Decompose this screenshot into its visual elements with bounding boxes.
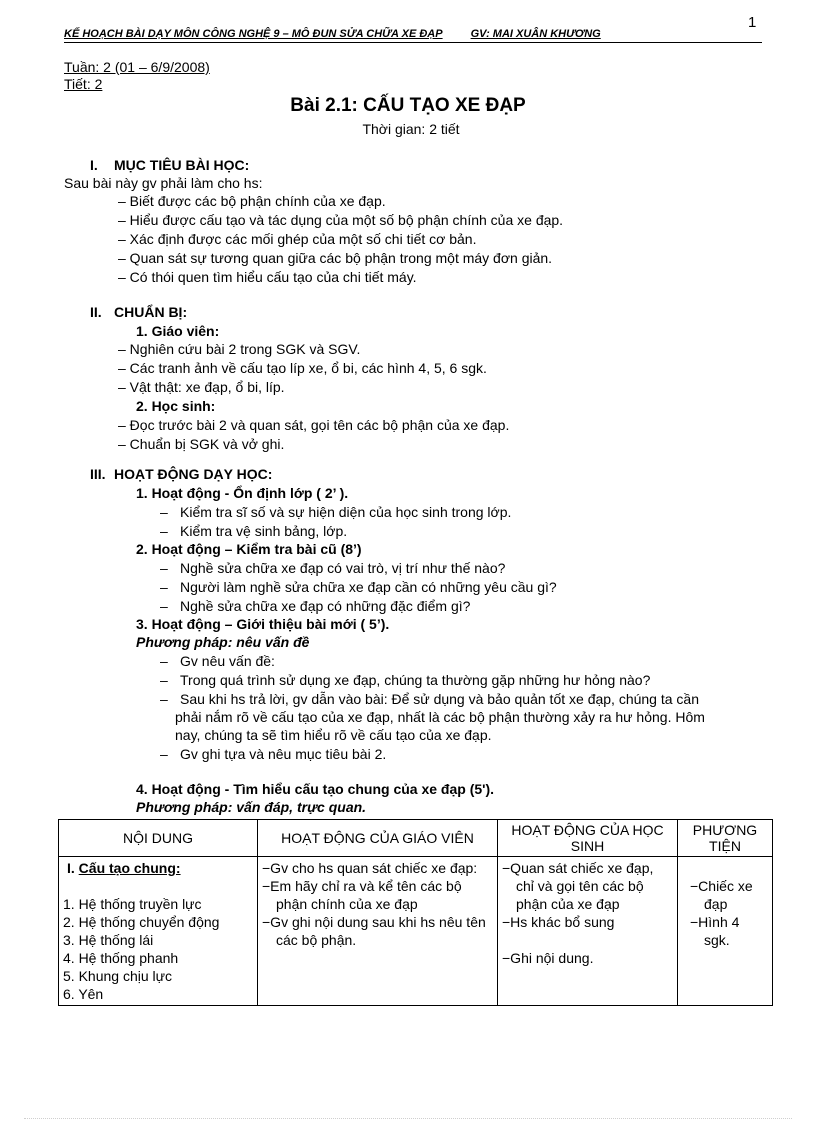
lesson-title: Bài 2.1: CẤU TẠO XE ĐẠP [290, 95, 526, 116]
teacher-prep-item: – Các tranh ảnh về cấu tạo líp xe, ổ bi, các hình 4, 5, 6 sgk. [118, 360, 487, 376]
list-item: −Ghi nội dung. [502, 950, 594, 966]
section-objectives-heading [90, 157, 249, 173]
section-title: HOẠT ĐỘNG DẠY HỌC: [114, 466, 273, 482]
header-media: PHƯƠNG TIỆN [678, 820, 773, 857]
activity-2-item: – Người làm nghề sửa chữa xe đạp cần có những yêu cầu gì? [160, 579, 557, 595]
objectives-intro: Sau bài này gv phải làm cho hs: [64, 175, 263, 191]
activity-3-item-continuation: nay, chúng ta sẽ tìm hiểu rõ về cấu tạo của xe đạp. [175, 727, 492, 743]
media-cell [678, 857, 773, 1006]
list-item: −Hs khác bổ sung [502, 914, 615, 930]
objective-item: – Có thói quen tìm hiểu cấu tạo của chi tiết máy. [118, 269, 417, 285]
activity-4-heading: 4. Hoạt động - Tìm hiểu cấu tạo chung của xe đạp (5'). [136, 781, 495, 797]
list-item: −Hình 4 sgk. [690, 914, 740, 948]
student-prep-item: – Chuẩn bị SGK và vở ghi. [118, 436, 285, 452]
activity-1-item: – Kiểm tra vệ sinh bảng, lớp. [160, 523, 348, 539]
objective-item: – Biết được các bộ phận chính của xe đạp. [118, 193, 386, 209]
list-item: 3. Hệ thống lái [63, 932, 154, 948]
section-activities-heading [90, 466, 272, 482]
activity-2-item: – Nghề sửa chữa xe đạp có những đặc điểm gì? [160, 598, 471, 614]
list-item: −Gv cho hs quan sát chiếc xe đạp: [262, 860, 478, 876]
section-number: I. [90, 157, 98, 173]
teacher-activity-cell [258, 857, 498, 1006]
list-item: 4. Hệ thống phanh [63, 950, 179, 966]
header-teacher: GV: MAI XUÂN KHƯƠNG [470, 28, 601, 40]
table-header-row [59, 820, 773, 857]
teacher-prep-item: – Nghiên cứu bài 2 trong SGK và SGV. [118, 341, 361, 357]
activity-2-heading: 2. Hoạt động – Kiểm tra bài cũ (8’) [136, 541, 362, 557]
teacher-prep-heading: 1. Giáo viên: [136, 323, 220, 339]
header-plan: KẾ HOẠCH BÀI DẠY MÔN CÔNG NGHỆ 9 – MÔ ĐUN SỬA CHỮA XE ĐẠP [64, 28, 443, 40]
section-number: III. [90, 466, 106, 482]
list-item: −Gv ghi nội dung sau khi hs nêu tên các bộ phận. [262, 914, 486, 948]
week-label: Tuần: 2 (01 – 6/9/2008) [64, 59, 210, 75]
activity-4-method: Phương pháp: vấn đáp, trực quan. [136, 799, 367, 815]
activity-3-method: Phương pháp: nêu vấn đề [136, 634, 310, 650]
section-title: MỤC TIÊU BÀI HỌC: [114, 157, 250, 173]
activity-3-item: – Sau khi hs trả lời, gv dẫn vào bài: Để sử dụng và bảo quản tốt xe đạp, chúng ta cần [160, 691, 699, 707]
header-teacher-activity: HOẠT ĐỘNG CỦA GIÁO VIÊN [258, 820, 498, 857]
section-preparation-heading [90, 304, 187, 320]
activity-3-item-continuation: phải nắm rõ về cấu tạo của xe đạp, nhất là các bộ phận thường xảy ra hư hỏng. Hôm [175, 709, 705, 725]
content-title: I. Cấu tạo chung: [67, 860, 181, 876]
activity-1-item: – Kiểm tra sĩ số và sự hiện diện của học sinh trong lớp. [160, 504, 512, 520]
student-prep-item: – Đọc trước bài 2 và quan sát, gọi tên các bộ phận của xe đạp. [118, 417, 510, 433]
list-item: 2. Hệ thống chuyển động [63, 914, 220, 930]
student-prep-heading: 2. Học sinh: [136, 398, 216, 414]
activity-3-heading: 3. Hoạt động – Giới thiệu bài mới ( 5’). [136, 616, 390, 632]
running-header [64, 28, 762, 43]
list-item: −Em hãy chỉ ra và kể tên các bộ phận chính của xe đạp [262, 878, 462, 912]
student-activity-cell [498, 857, 678, 1006]
activity-3-item: – Gv nêu vấn đề: [160, 653, 275, 669]
list-item: 6. Yên [63, 986, 104, 1002]
section-title: CHUẨN BỊ: [114, 304, 188, 320]
objective-item: – Hiểu được cấu tạo và tác dụng của một số bộ phận chính của xe đạp. [118, 212, 564, 228]
list-item: −Quan sát chiếc xe đạp, chỉ và gọi tên các bộ phận của xe đạp [502, 860, 654, 912]
list-item: 1. Hệ thống truyền lực [63, 896, 202, 912]
table-row [59, 857, 773, 1006]
list-item: 5. Khung chịu lực [63, 968, 172, 984]
period-label: Tiết: 2 [64, 76, 103, 92]
content-cell [59, 857, 258, 1006]
activity-3-item: – Trong quá trình sử dụng xe đạp, chúng ta thường gặp những hư hỏng nào? [160, 672, 651, 688]
objective-item: – Xác định được các mối ghép của một số chi tiết cơ bản. [118, 231, 477, 247]
lesson-activity-table [58, 819, 773, 1006]
section-number: II. [90, 304, 102, 320]
teacher-prep-item: – Vật thật: xe đạp, ổ bi, líp. [118, 379, 285, 395]
activity-1-heading: 1. Hoạt động - Ổn định lớp ( 2’ ). [136, 485, 349, 501]
header-content: NỘI DUNG [59, 820, 258, 857]
lesson-duration: Thời gian: 2 tiết [362, 121, 460, 137]
page-bottom-border [24, 1118, 792, 1119]
page-number: 1 [748, 14, 757, 31]
header-student-activity: HOẠT ĐỘNG CỦA HỌC SINH [498, 820, 678, 857]
list-item: −Chiếc xe đạp [690, 878, 753, 912]
activity-3-item: – Gv ghi tựa và nêu mục tiêu bài 2. [160, 746, 387, 762]
objective-item: – Quan sát sự tương quan giữa các bộ phận trong một máy đơn giản. [118, 250, 553, 266]
activity-2-item: – Nghề sửa chữa xe đạp có vai trò, vị trí như thế nào? [160, 560, 506, 576]
